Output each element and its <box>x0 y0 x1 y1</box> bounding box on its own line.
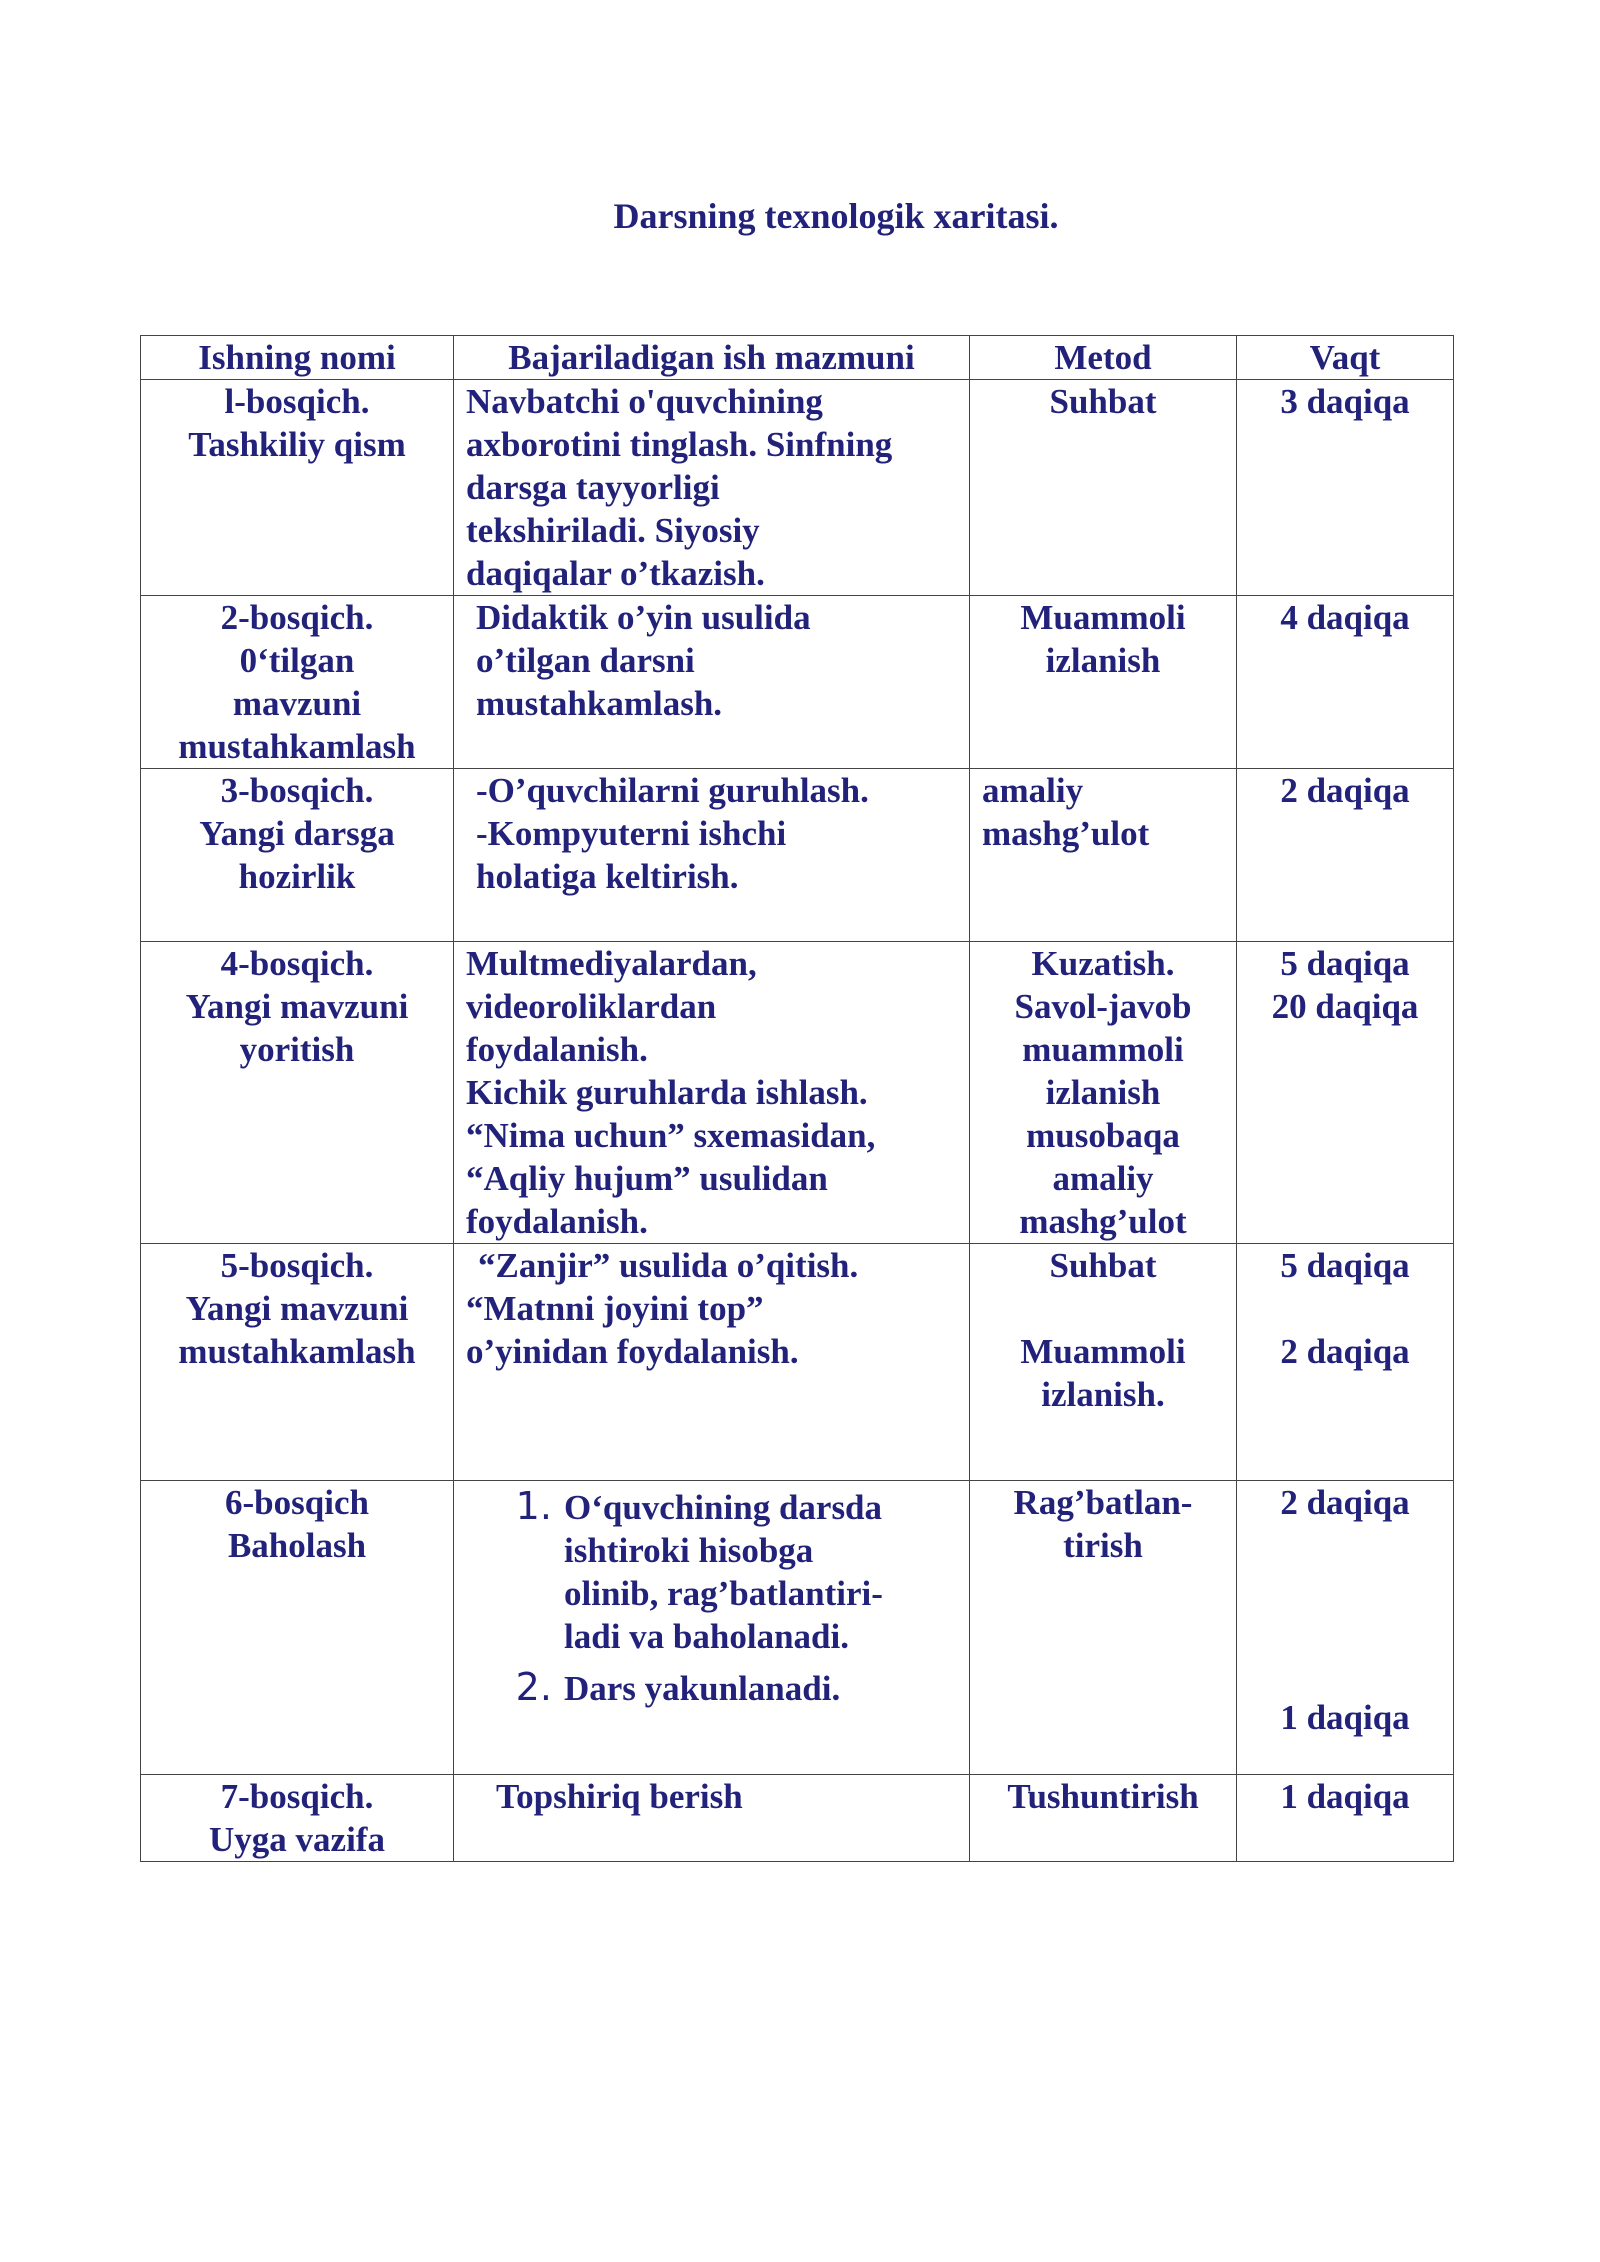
content-cell <box>454 596 970 769</box>
stage-cell <box>141 942 454 1244</box>
stage-line: Yangi mavzuni <box>185 1289 409 1328</box>
header-work-content: Bajariladigan ish mazmuni <box>454 336 970 380</box>
time-cell <box>1237 1775 1454 1862</box>
content-line: “Aqliy hujum” usulidan <box>466 1159 828 1198</box>
time-line: 20 daqiqa <box>1271 987 1419 1026</box>
step-line: olinib, rag’batlantiri- <box>564 1574 883 1613</box>
method-line: Rag’batlan- <box>1013 1483 1193 1522</box>
table-row <box>141 1481 1454 1775</box>
content-line: “Zanjir” usulida o’qitish. <box>478 1246 859 1285</box>
table-row <box>141 380 1454 596</box>
method-cell <box>970 1244 1237 1481</box>
time-line: 3 daqiqa <box>1280 382 1410 421</box>
content-line: Kichik guruhlarda ishlash. <box>466 1073 868 1112</box>
content-line: o’tilgan darsni <box>476 641 695 680</box>
step-line: 2. Dars yakunlanadi. <box>564 1669 841 1708</box>
content-line: foydalanish. <box>466 1030 648 1069</box>
time-cell <box>1237 769 1454 942</box>
method-line: izlanish <box>1045 641 1161 680</box>
time-cell <box>1237 1481 1454 1775</box>
header-method: Metod <box>970 336 1237 380</box>
content-line: “Matnni joyini top” <box>466 1289 764 1328</box>
method-line: Savol-javob <box>1014 987 1192 1026</box>
method-cell <box>970 942 1237 1244</box>
final-steps-list <box>454 1485 969 1710</box>
stage-line: Yangi mavzuni <box>185 987 409 1026</box>
time-line: 1 daqiqa <box>1280 1777 1410 1816</box>
time-spacer <box>1237 1287 1453 1330</box>
method-line: Muammoli <box>1020 1332 1186 1371</box>
method-line: amaliy <box>982 771 1084 810</box>
stage-line: 5-bosqich. <box>220 1246 374 1285</box>
method-line: Suhbat <box>1049 1246 1157 1285</box>
page-title: Darsning texnologik xaritasi. <box>613 196 1059 236</box>
time-cell <box>1237 596 1454 769</box>
content-line: daqiqalar o’tkazish. <box>466 554 765 593</box>
time-line: 5 daqiqa <box>1280 1246 1410 1285</box>
content-line: Didaktik o’yin usulida <box>476 598 811 637</box>
stage-cell <box>141 1775 454 1862</box>
stage-line: mustahkamlash <box>178 1332 416 1371</box>
list-item <box>564 1666 949 1710</box>
stage-cell <box>141 769 454 942</box>
content-cell <box>454 942 970 1244</box>
method-line: amaliy <box>1052 1159 1154 1198</box>
time-line: 4 daqiqa <box>1280 598 1410 637</box>
stage-line: 2-bosqich. <box>220 598 374 637</box>
content-cell <box>454 1775 970 1862</box>
method-line: musobaqa <box>1026 1116 1180 1155</box>
table-row <box>141 769 1454 942</box>
content-line: holatiga keltirish. <box>476 857 739 896</box>
table-header-row <box>141 336 1454 380</box>
time-line: 2 daqiqa <box>1280 1332 1410 1371</box>
method-cell <box>970 1775 1237 1862</box>
stage-line: Yangi darsga <box>199 814 395 853</box>
stage-line: 4-bosqich. <box>220 944 374 983</box>
table-row <box>141 596 1454 769</box>
content-cell <box>454 1244 970 1481</box>
stage-line: 6-bosqich <box>225 1483 369 1522</box>
header-time: Vaqt <box>1237 336 1454 380</box>
method-line: muammoli <box>1022 1030 1184 1069</box>
method-line: Kuzatish. <box>1031 944 1175 983</box>
method-line: izlanish. <box>1041 1375 1165 1414</box>
stage-line: 7-bosqich. <box>220 1777 374 1816</box>
time-cell <box>1237 380 1454 596</box>
content-cell <box>454 380 970 596</box>
content-line: tekshiriladi. Siyosiy <box>466 511 760 550</box>
content-line: Topshiriq berish <box>496 1777 743 1816</box>
content-line: foydalanish. <box>466 1202 648 1241</box>
time-line: 1 daqiqa <box>1280 1698 1410 1737</box>
content-line: darsga tayyorligi <box>466 468 720 507</box>
method-line: Suhbat <box>1049 382 1157 421</box>
step-line: ladi va baholanadi. <box>564 1617 849 1656</box>
method-cell <box>970 380 1237 596</box>
method-cell <box>970 596 1237 769</box>
list-item <box>564 1485 949 1658</box>
content-line: Navbatchi o'quvchining <box>466 382 823 421</box>
method-line: mashg’ulot <box>1019 1202 1187 1241</box>
stage-cell <box>141 380 454 596</box>
stage-line: yoritish <box>239 1030 355 1069</box>
table-row <box>141 1244 1454 1481</box>
table-row <box>141 1775 1454 1862</box>
content-line: mustahkamlash. <box>476 684 723 723</box>
method-line: tirish <box>1063 1526 1143 1565</box>
stage-cell <box>141 1481 454 1775</box>
technology-map-table <box>140 335 1454 1862</box>
time-line: 5 daqiqa <box>1280 944 1410 983</box>
time-cell <box>1237 942 1454 1244</box>
stage-line: l-bosqich. <box>224 382 370 421</box>
step-line: 1. O‘quvchining darsda <box>564 1488 883 1527</box>
content-line: Multmediyalardan, <box>466 944 757 983</box>
method-cell <box>970 1481 1237 1775</box>
content-cell <box>454 1481 970 1775</box>
time-spacer <box>1237 1524 1453 1696</box>
time-cell <box>1237 1244 1454 1481</box>
stage-line: 0‘tilgan <box>239 641 355 680</box>
method-spacer <box>970 1287 1236 1330</box>
content-line: o’yinidan foydalanish. <box>466 1332 799 1371</box>
method-line: Muammoli <box>1020 598 1186 637</box>
method-line: mashg’ulot <box>982 814 1150 853</box>
step-line: ishtiroki hisobga <box>564 1531 814 1570</box>
content-line: videoroliklardan <box>466 987 717 1026</box>
method-line: Tushuntirish <box>1007 1777 1199 1816</box>
content-line: axborotini tinglash. Sinfning <box>466 425 893 464</box>
method-line: izlanish <box>1045 1073 1161 1112</box>
content-cell <box>454 769 970 942</box>
stage-line: Tashkiliy qism <box>188 425 406 464</box>
time-line: 2 daqiqa <box>1280 771 1410 810</box>
stage-line: Uyga vazifa <box>209 1820 385 1859</box>
table-row <box>141 942 1454 1244</box>
method-cell <box>970 769 1237 942</box>
stage-cell <box>141 1244 454 1481</box>
stage-line: 3-bosqich. <box>220 771 374 810</box>
stage-line: hozirlik <box>238 857 356 896</box>
stage-line: mavzuni <box>232 684 362 723</box>
content-line: “Nima uchun” sxemasidan, <box>466 1116 876 1155</box>
content-line: -O’quvchilarni guruhlash. <box>476 771 869 810</box>
content-line: -Kompyuterni ishchi <box>476 814 787 853</box>
stage-cell <box>141 596 454 769</box>
stage-line: mustahkamlash <box>178 727 416 766</box>
stage-line: Baholash <box>227 1526 367 1565</box>
header-stage-name: Ishning nomi <box>141 336 454 380</box>
time-line: 2 daqiqa <box>1280 1483 1410 1522</box>
